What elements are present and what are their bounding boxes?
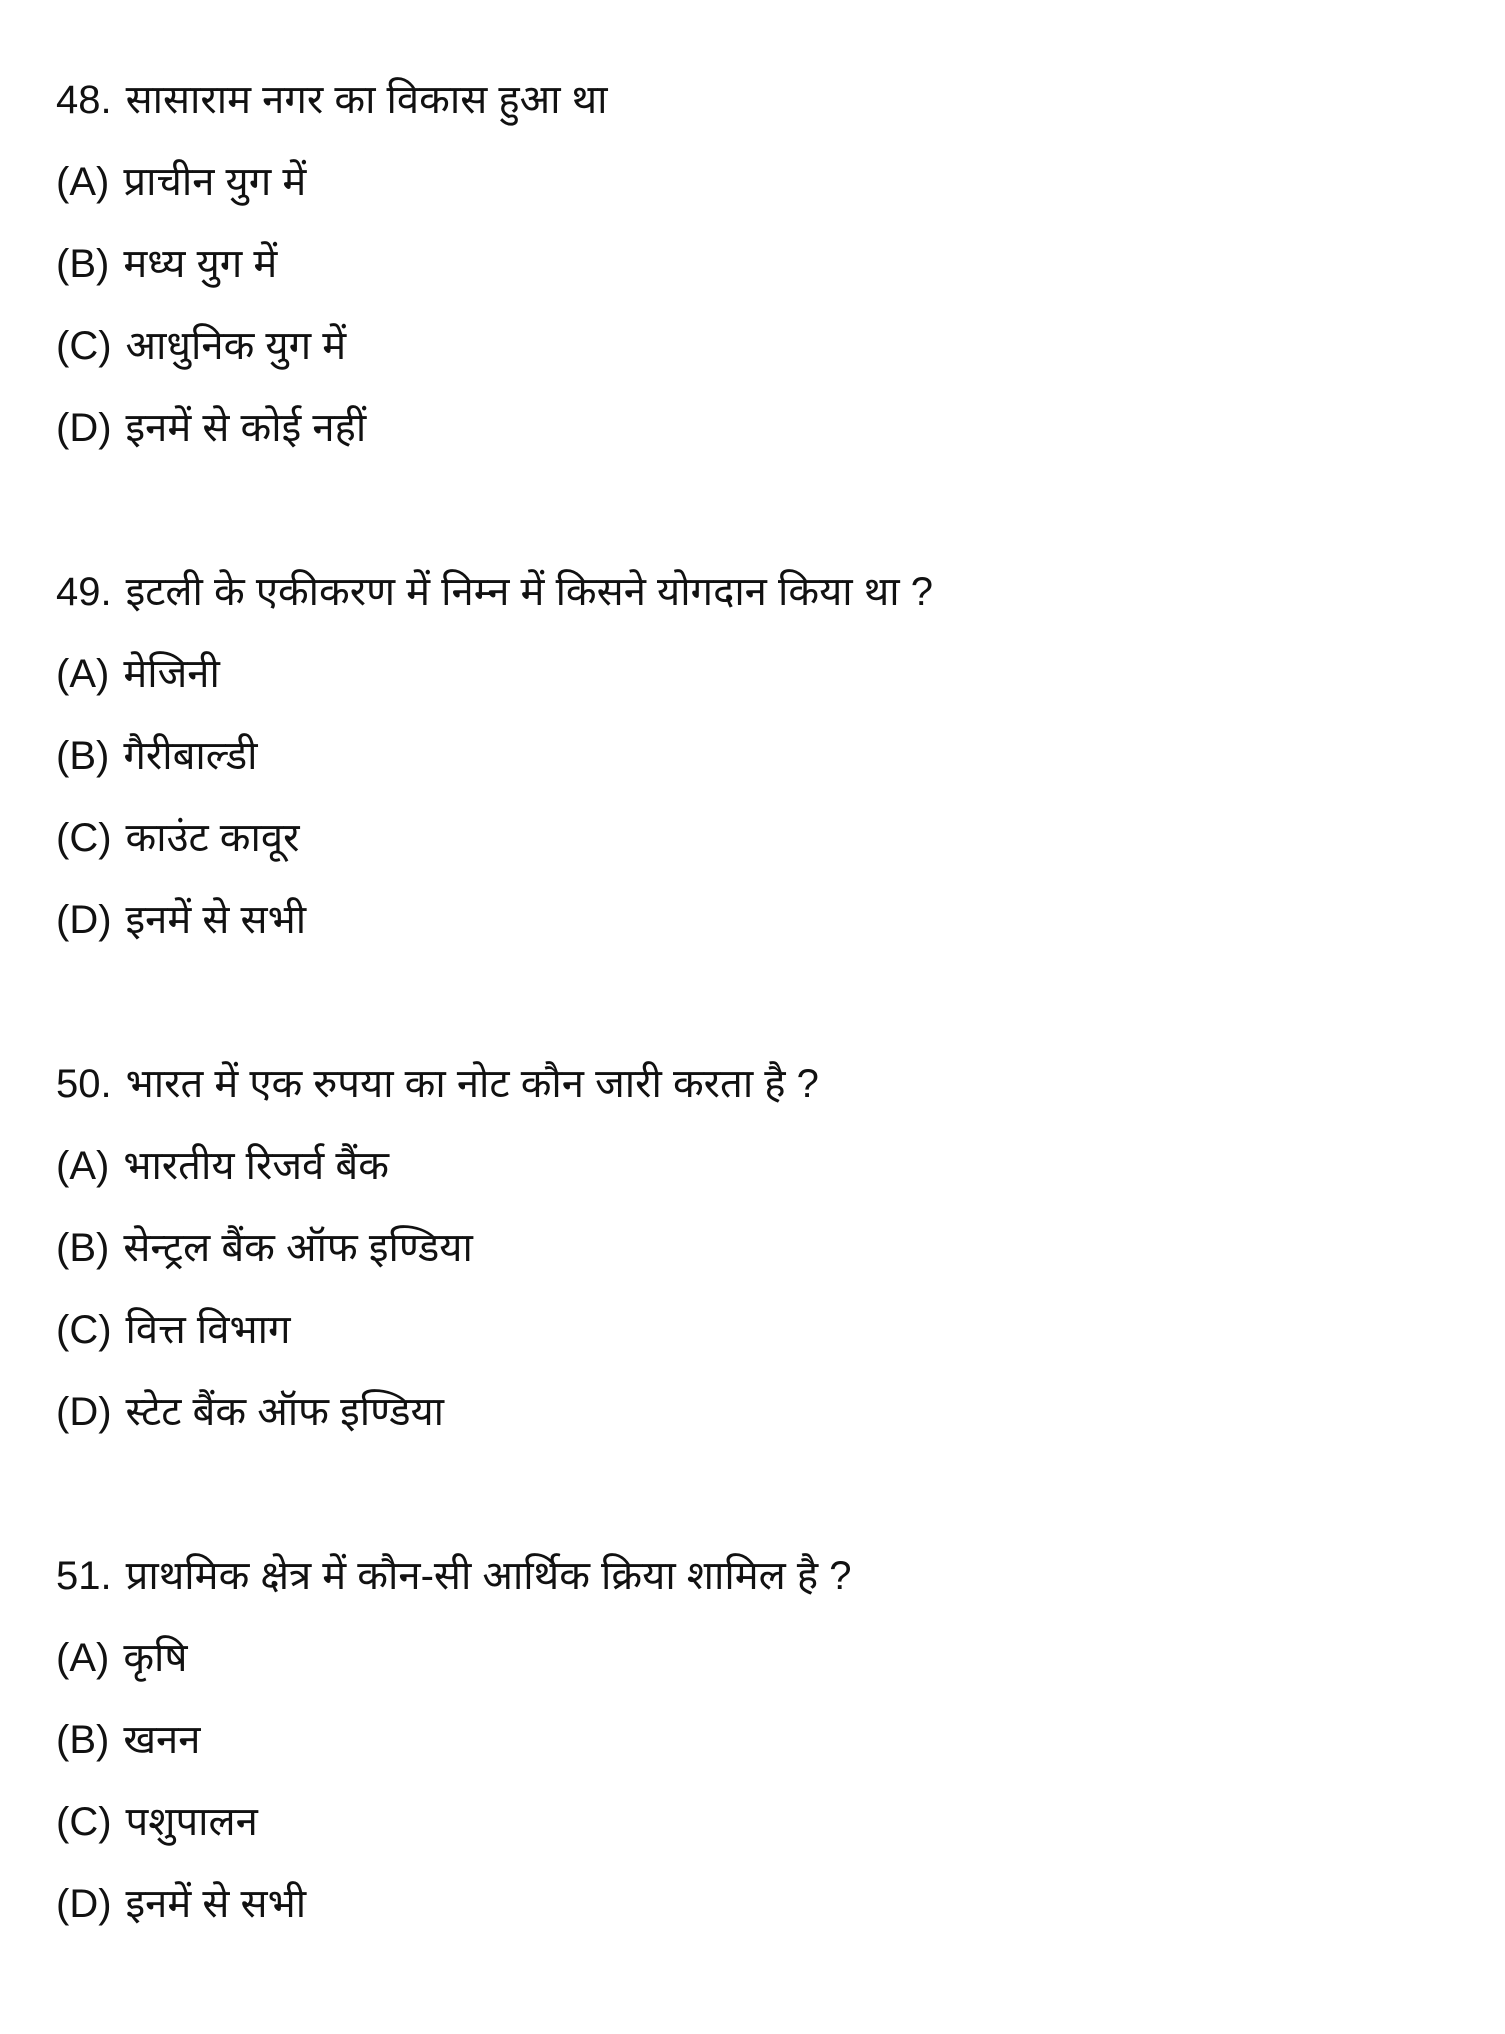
option-b: [56, 1716, 200, 1764]
option-c: [56, 1798, 258, 1846]
option-d: [56, 404, 366, 452]
option-a: [56, 158, 306, 206]
option-label: (B): [56, 1718, 110, 1762]
option-text: इनमें से सभी: [125, 898, 307, 942]
option-b: [56, 240, 277, 288]
question-50: [56, 1060, 819, 1108]
option-label: (D): [56, 898, 112, 942]
option-label: (A): [56, 1636, 110, 1680]
option-text: गैरीबाल्डी: [123, 734, 258, 778]
option-c: [56, 814, 299, 862]
option-label: (D): [56, 1882, 112, 1926]
option-a: [56, 1142, 389, 1190]
question-number: 50.: [56, 1062, 112, 1106]
option-label: (C): [56, 1800, 112, 1844]
option-text: सेन्ट्रल बैंक ऑफ इण्डिया: [123, 1226, 473, 1270]
option-c: [56, 322, 346, 370]
question-text: इटली के एकीकरण में निम्न में किसने योगदान किया था ?: [125, 570, 934, 614]
option-text: स्टेट बैंक ऑफ इण्डिया: [125, 1390, 445, 1434]
option-label: (D): [56, 1390, 112, 1434]
option-label: (A): [56, 160, 110, 204]
option-text: भारतीय रिजर्व बैंक: [123, 1144, 389, 1188]
option-c: [56, 1306, 290, 1354]
option-d: [56, 896, 306, 944]
question-text: प्राथमिक क्षेत्र में कौन-सी आर्थिक क्रिया शामिल है ?: [125, 1554, 852, 1598]
option-label: (C): [56, 1308, 112, 1352]
option-b: [56, 1224, 473, 1272]
option-text: मध्य युग में: [123, 242, 278, 286]
option-a: [56, 1634, 188, 1682]
question-number: 49.: [56, 570, 112, 614]
option-text: खनन: [123, 1718, 201, 1762]
option-d: [56, 1880, 306, 1928]
option-text: इनमें से कोई नहीं: [125, 406, 367, 450]
question-48: [56, 76, 608, 124]
option-label: (B): [56, 734, 110, 778]
option-text: इनमें से सभी: [125, 1882, 307, 1926]
option-label: (A): [56, 652, 110, 696]
option-label: (B): [56, 1226, 110, 1270]
option-b: [56, 732, 258, 780]
option-label: (C): [56, 816, 112, 860]
option-text: काउंट कावूर: [125, 816, 300, 860]
option-text: पशुपालन: [125, 1800, 258, 1844]
option-text: कृषि: [123, 1636, 188, 1680]
option-a: [56, 650, 220, 698]
option-label: (A): [56, 1144, 110, 1188]
question-51: [56, 1552, 851, 1600]
option-label: (B): [56, 242, 110, 286]
option-label: (C): [56, 324, 112, 368]
question-number: 48.: [56, 78, 112, 122]
question-number: 51.: [56, 1554, 112, 1598]
question-text: भारत में एक रुपया का नोट कौन जारी करता है ?: [125, 1062, 819, 1106]
option-label: (D): [56, 406, 112, 450]
question-text: सासाराम नगर का विकास हुआ था: [125, 78, 608, 122]
option-text: प्राचीन युग में: [123, 160, 307, 204]
question-49: [56, 568, 933, 616]
option-text: आधुनिक युग में: [125, 324, 347, 368]
option-text: वित्त विभाग: [125, 1308, 291, 1352]
option-d: [56, 1388, 444, 1436]
option-text: मेजिनी: [123, 652, 220, 696]
